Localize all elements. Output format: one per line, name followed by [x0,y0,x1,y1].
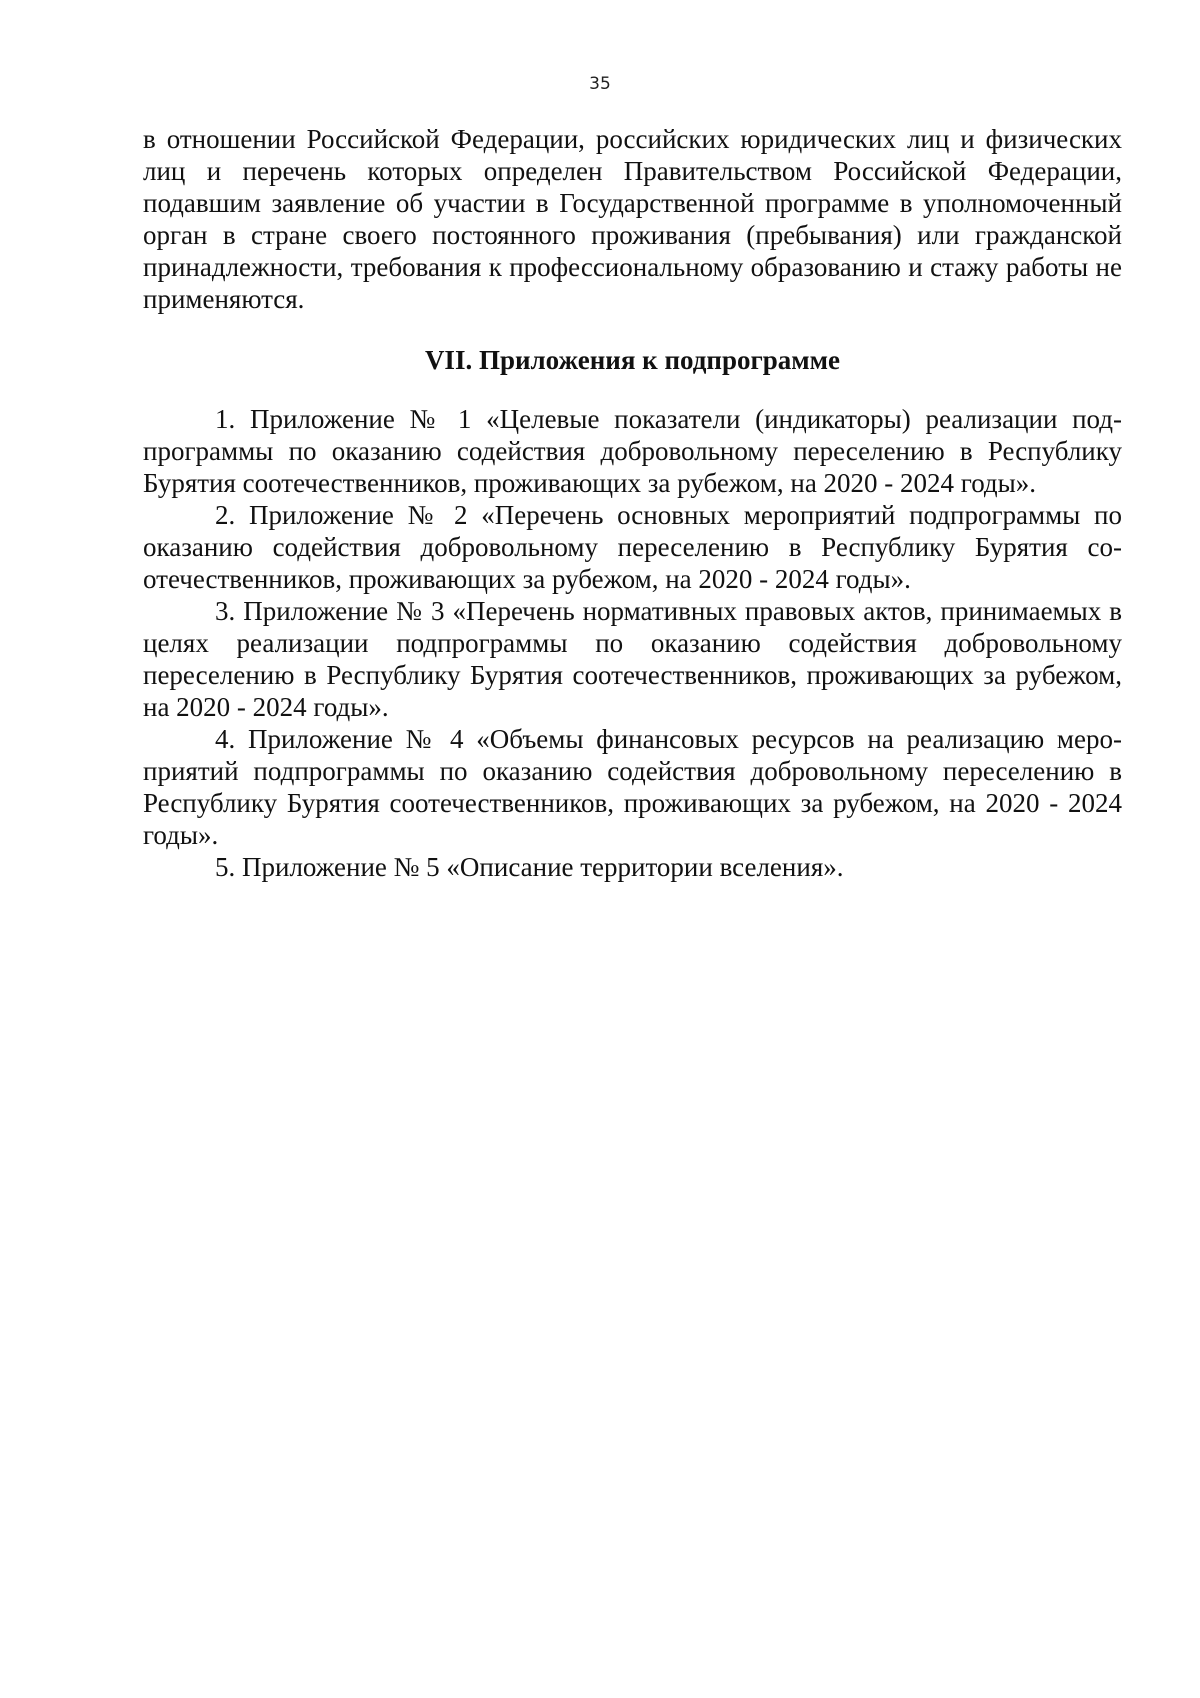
intro-paragraph: в отношении Российской Федерации, российских юридических лиц и физических лиц и перечень которых определен Правительством Российской Федерации, подавшим заявление об участии в Государственной программе в уполномоченный орган в стране своего постоянного проживания (пребывания) или гражданской принадлежности, требования к профессиональному образованию и стажу работы не применяются. [143,124,1122,314]
appendix-item-3: 3. Приложение № 3 «Перечень нормативных правовых актов, принимаемых в целях реализации подпрограммы по оказанию содействия добровольному переселению в Республику Бурятия соотечественников, проживающих за рубежом, на 2020 - 2024 годы». [143,596,1122,722]
appendix-item-1: 1. Приложение № 1 «Целевые показатели (индикаторы) реализации подпрограммы по оказанию содействия добровольному переселению в Республику Бурятия соотечественников, проживающих за рубежом, на 2020 - 2024 годы». [143,404,1122,498]
section-title: VII. Приложения к подпрограмме [424,345,841,375]
appendix-item-5: 5. Приложение № 5 «Описание территории вселения». [215,852,844,882]
appendix-item-4: 4. Приложение № 4 «Объемы финансовых ресурсов на реализацию мероприятий подпрограммы по оказанию содействия добровольному переселению в Республику Бурятия соотечественников, проживающих за рубежом, на 2020 - 2024 годы». [143,724,1122,850]
page-number: 35 [589,74,611,94]
document-body [143,123,1122,883]
appendix-item-2: 2. Приложение № 2 «Перечень основных мероприятий подпрограммы по оказанию содействия добровольному переселению в Республику Бурятия соотечественников, проживающих за рубежом, на 2020 - 2024 годы». [143,500,1122,594]
